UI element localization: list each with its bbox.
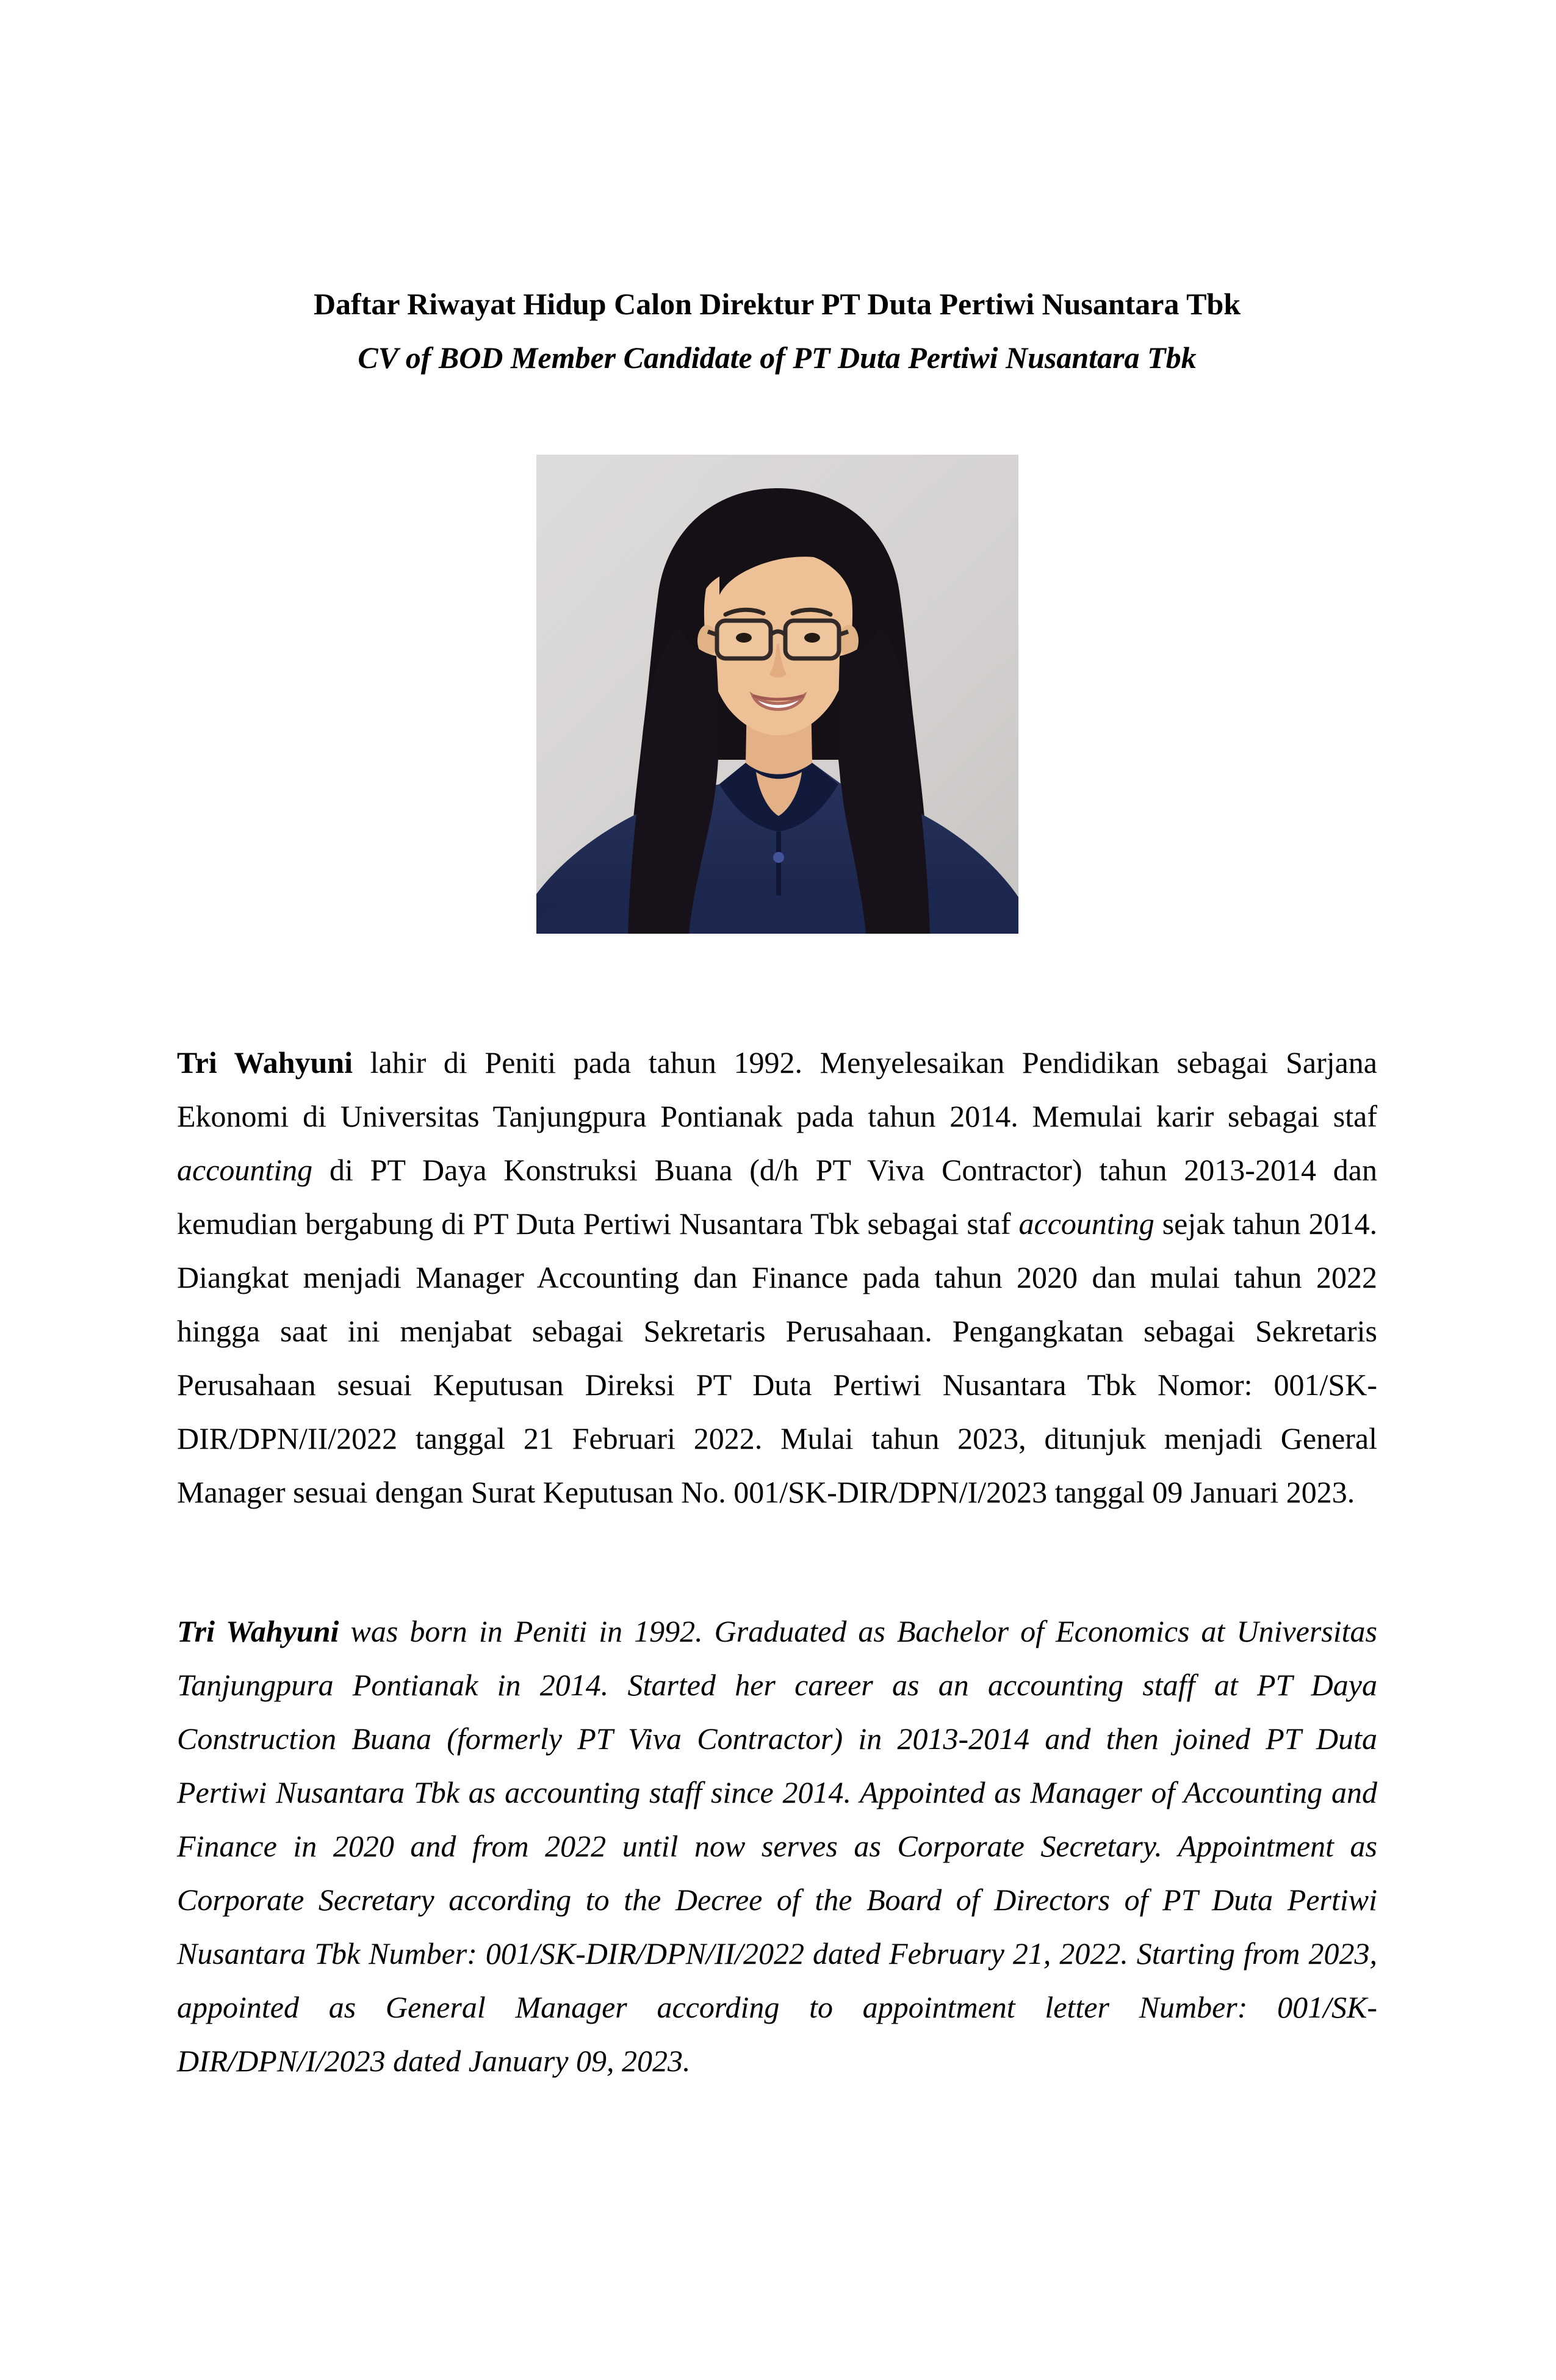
bio-paragraph-english bbox=[177, 1604, 1377, 2088]
portrait-eye bbox=[736, 633, 752, 643]
candidate-name: Tri Wahyuni bbox=[177, 1614, 339, 1648]
bio-text: lahir di Peniti pada tahun 1992. Menyelesaikan Pendidikan sebagai Sarjana Ekonomi di Universitas Tanjungpura Pontianak pada tahun 2014. Memulai karir sebagai staf bbox=[177, 1045, 1378, 1133]
document-title-indonesian: Daftar Riwayat Hidup Calon Direktur PT Duta Pertiwi Nusantara Tbk bbox=[313, 287, 1241, 321]
bio-text: di PT Daya Konstruksi Buana (d/h PT Viva Contractor) tahun 2013-2014 dan kemudian bergabung di PT Duta Pertiwi Nusantara Tbk sebagai staf bbox=[177, 1153, 1377, 1241]
bio-text-italic: accounting bbox=[1018, 1206, 1154, 1241]
bio-text: sejak tahun 2014. Diangkat menjadi Manager Accounting dan Finance pada tahun 2020 dan mulai tahun 2022 hingga saat ini menjabat sebagai Sekretaris Perusahaan. Pengangkatan sebagai Sekretaris Perusahaan sesuai Keputusan Direksi PT Duta Pertiwi Nusantara Tbk Nomor: 001/SK-DIR/DPN/II/2022 tanggal 21 Februari 2022. Mulai tahun 2023, ditunjuk menjadi General Manager sesuai dengan Surat Keputusan No. 001/SK-DIR/DPN/I/2023 tanggal 09 Januari 2023. bbox=[177, 1206, 1377, 1509]
bio-text-italic: accounting bbox=[177, 1153, 313, 1187]
portrait-button bbox=[773, 852, 784, 863]
candidate-photo bbox=[536, 455, 1018, 934]
bio-text: was born in Peniti in 1992. Graduated as Bachelor of Economics at Universitas Tanjungpura Pontianak in 2014. Started her career as an accounting staff at PT Daya Construction Buana (formerly PT Viva Contractor) in 2013-2014 and then joined PT Duta Pertiwi Nusantara Tbk as accounting staff since 2014. Appointed as Manager of Accounting and Finance in 2020 and from 2022 until now serves as Corporate Secretary. Appointment as Corporate Secretary according to the Decree of the Board of Directors of PT Duta Pertiwi Nusantara Tbk Number: 001/SK-DIR/DPN/II/2022 dated February 21, 2022. Starting from 2023, appointed as General Manager according to appointment letter Number: 001/SK-DIR/DPN/I/2023 dated January 09, 2023. bbox=[177, 1614, 1377, 2078]
bio-paragraph-indonesian bbox=[177, 1036, 1377, 1519]
candidate-name: Tri Wahyuni bbox=[177, 1045, 353, 1080]
document-title-english: CV of BOD Member Candidate of PT Duta Pertiwi Nusantara Tbk bbox=[358, 341, 1197, 375]
portrait-illustration bbox=[536, 455, 1018, 934]
portrait-eye bbox=[804, 633, 820, 643]
